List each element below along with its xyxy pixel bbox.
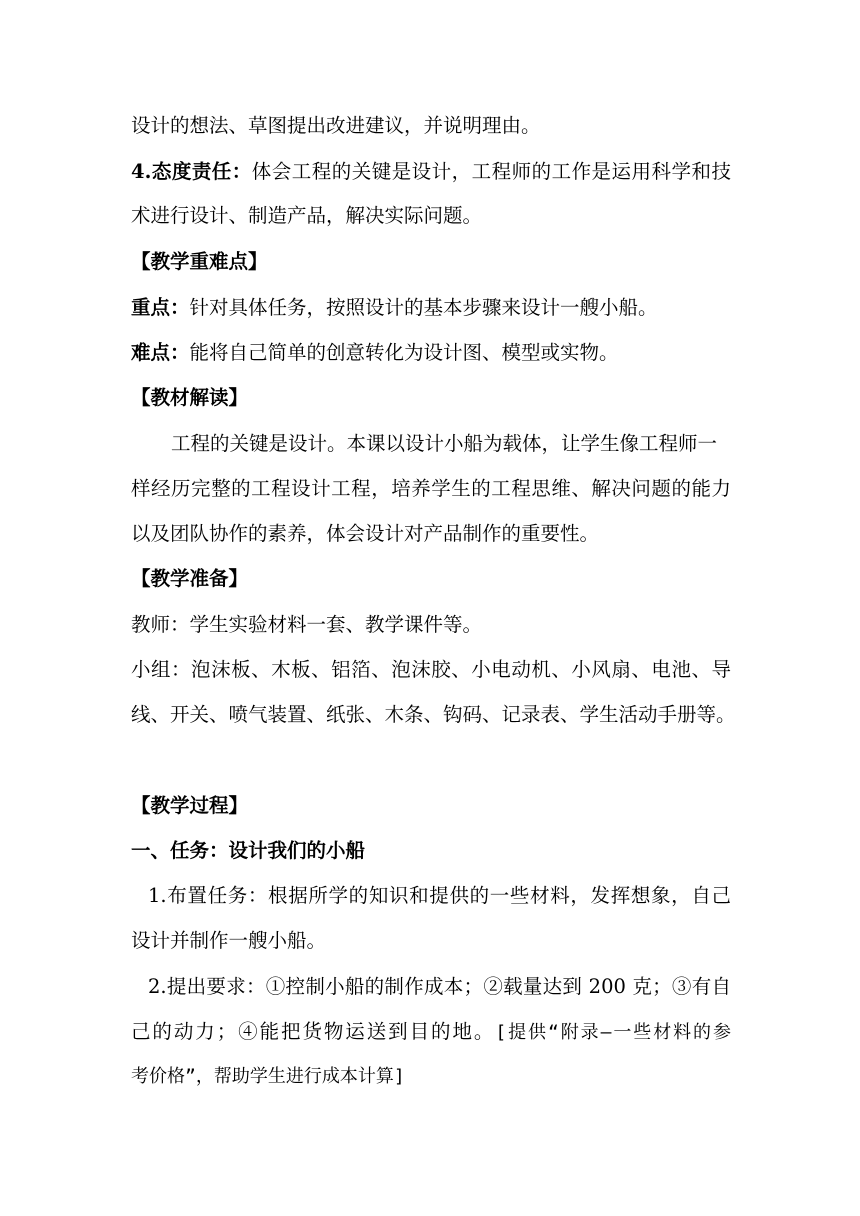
difficulty-text: 能将自己简单的创意转化为设计图、模型或实物。: [189, 341, 619, 364]
difficulty-line: [131, 338, 731, 368]
section-heading-preparation: 【教学准备】: [131, 567, 249, 590]
text-line: 教师：学生实验材料一套、教学课件等。: [131, 613, 483, 636]
text-line: 以及团队协作的素养，体会设计对产品制作的重要性。: [131, 522, 600, 545]
text-line: 设计的想法、草图提出改进建议，并说明理由。: [131, 114, 541, 137]
text-line: 1.布置任务：根据所学的知识和提供的一些材料，发挥想象，自己: [148, 884, 731, 907]
text-line: 术进行设计、制造产品，解决实际问题。: [131, 204, 483, 227]
key-point-label: 重点：: [131, 296, 190, 319]
section-heading-material: 【教材解读】: [131, 386, 249, 409]
section-heading-key-points: 【教学重难点】: [131, 250, 268, 273]
text-line: 2.提出要求：①控制小船的制作成本；②载量达到 200 克；③有自: [148, 975, 731, 998]
attitude-text: 体会工程的关键是设计，工程师的工作是运用科学和技: [251, 160, 731, 183]
text-line: 考价格”，帮助学生进行成本计算]: [131, 1066, 405, 1087]
text-line: 工程的关键是设计。本课以设计小船为载体，让学生像工程师一: [171, 432, 718, 455]
text-line: 线、开关、喷气装置、纸张、木条、钩码、记录表、学生活动手册等。: [131, 703, 736, 726]
requirements-line: [131, 1017, 731, 1048]
text-line: 设计并制作一艘小船。: [131, 929, 327, 952]
task-title: 一、任务：设计我们的小船: [131, 839, 366, 862]
section-heading-process: 【教学过程】: [131, 794, 249, 817]
text-line: 小组：泡沫板、木板、铝箔、泡沫胶、小电动机、小风扇、电池、导: [131, 658, 731, 681]
difficulty-label: 难点：: [131, 341, 190, 364]
key-point-line: [131, 293, 731, 323]
text-line: 样经历完整的工程设计工程，培养学生的工程思维、解决问题的能力: [131, 477, 731, 500]
attitude-label: 4.态度责任：: [131, 160, 252, 183]
attitude-paragraph: [131, 157, 731, 187]
requirements-text: 己的动力；④能把货物运送到目的地。: [131, 1020, 496, 1043]
key-point-text: 针对具体任务，按照设计的基本步骤来设计一艘小船。: [189, 296, 658, 319]
requirements-note: [提供“附录—一些材料的参: [495, 1022, 731, 1043]
